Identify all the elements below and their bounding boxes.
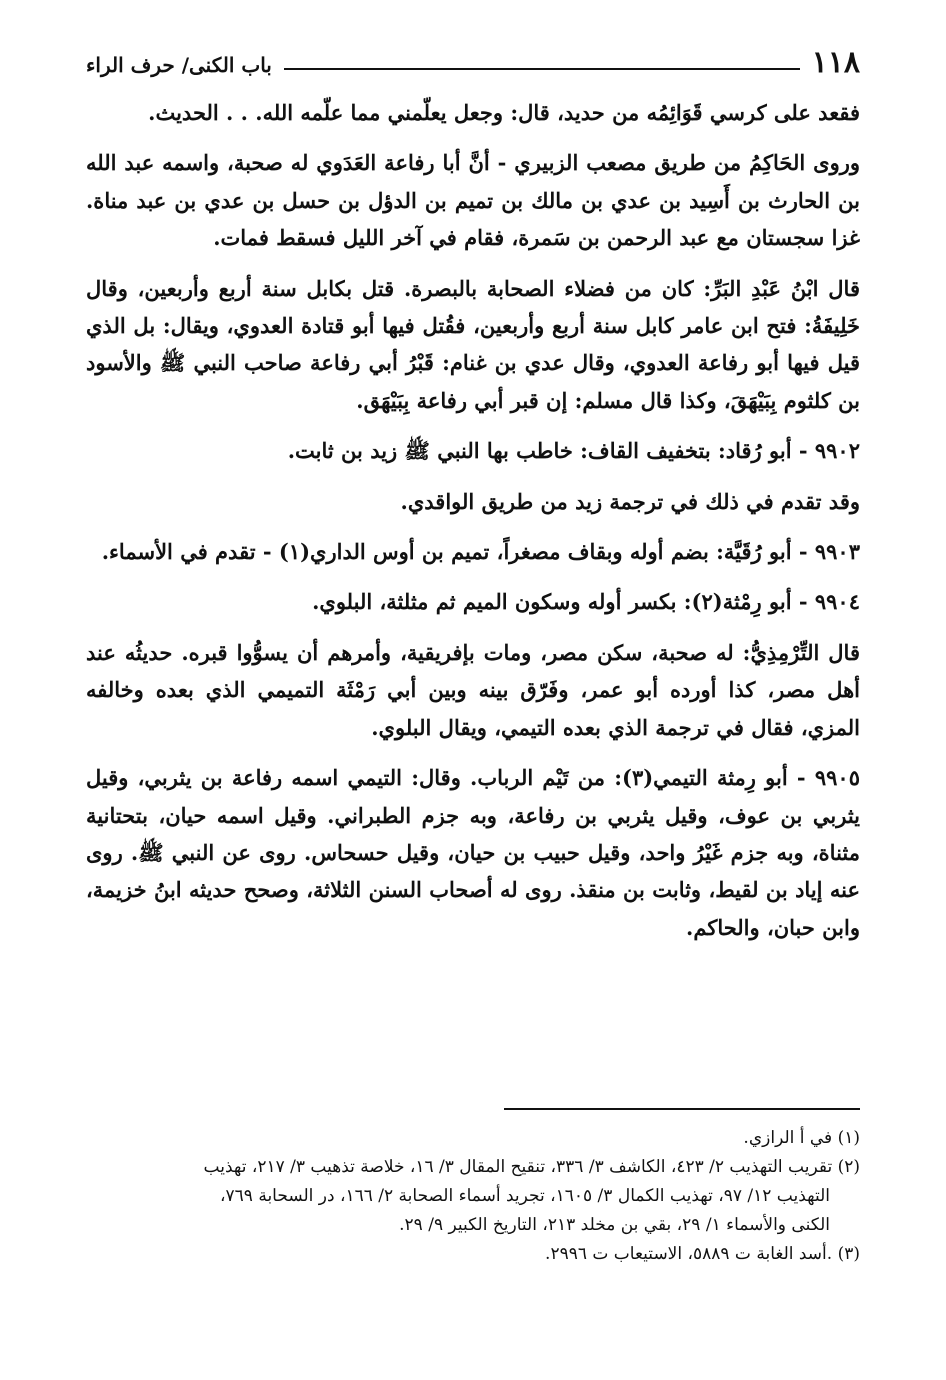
entry-heading: ٩٩٠٥ - أبو رِمثة التيمي(٣) — [622, 765, 860, 791]
page-number: ١١٨ — [811, 45, 860, 80]
footnote-rule — [504, 1108, 860, 1110]
entry-9905 — [86, 759, 860, 946]
entry-text: : من تَيْم الرباب. وقال: التيمي اسمه رفاعة بن يثربي، وقيل يثربي بن عوف، وقيل يثربي بن رفاعة، وبه جزم الطبراني. وقيل اسمه حيان، بتحتانية مثناة، وبه جزم غَيْرُ واحد، وقيل حبيب بن حيان، وقيل حسحاس. روى عن النبي ﷺ. روى عنه إياد بن لقيط، وثابت بن منقذ. روى له أصحاب السنن الثلاثة، وصحح حديثه ابنُ خزيمة، وابن حبان، والحاكم. — [86, 765, 860, 940]
entry-heading: ٩٩٠٤ - أبو رِمْثة(٢) — [691, 589, 860, 615]
entry-heading: ٩٩٠٢ - أبو رُقاد — [725, 438, 860, 464]
footnote-1: (١) في أ الرازي. — [743, 1128, 860, 1148]
footnote-2-cont: التهذيب ١٢/ ٩٧، تهذيب الكمال ٣/ ١٦٠٥، تجريد أسماء الصحابة ٢/ ١٦٦، در السحابة ٧٦٩، — [220, 1186, 830, 1206]
running-header — [86, 40, 860, 80]
paragraph-tirmidhi: قال التِّرْمِذِيُّ: له صحبة، سكن مصر، ومات بإفريقية، وأمرهم أن يسوُّوا قبره. حديثُه عند أهل مصر، كذا أورده أبو عمر، وفَرّق بينه وبين أبي رَمْثَة التميمي الذي بعده وخالفه المزي، فقال في ترجمة الذي بعده التيمي، ويقال البلوي. — [86, 639, 860, 740]
entry-heading: ٩٩٠٣ - أبو رُقَيَّة — [723, 539, 860, 565]
header-rule — [284, 68, 800, 70]
footnotes — [86, 1124, 860, 1269]
entry-text: : بضم أوله وبقاف مصغراً، تميم بن أوس الداري(١) - تقدم في الأسماء. — [101, 539, 724, 565]
footnote-2: (٢) تقريب التهذيب ٢/ ٤٢٣، الكاشف ٣/ ٣٣٦، تنقيح المقال ٣/ ١٦، خلاصة تذهيب ٣/ ٢١٧، تهذيب — [203, 1157, 860, 1177]
paragraph-continuation: فقعد على كرسي قَوَائِمُه من حديد، قال: وجعل يعلّمني مما علّمه الله. . . الحديث. — [148, 100, 860, 125]
footnote-3: (٣) .أسد الغابة ت ٥٨٨٩، الاستيعاب ت ٢٩٩٦. — [545, 1244, 860, 1264]
entry-text: : بتخفيف القاف: خاطب بها النبي ﷺ زيد بن ثابت. — [287, 438, 726, 464]
paragraph-ibn-abd-al-barr: قال ابْنُ عَبْدِ البَرِّ: كان من فضلاء الصحابة بالبصرة. قتل بكابل سنة أربع وأربعين، وقال خَلِيفَةُ: فتح ابن عامر كابل سنة أربع وأربعين، فقُتل فيها أبو قتادة العدوي، ويقال: بل الذي قيل فيها أبو رفاعة العدوي، وقال عدي بن غنام: قَبْرُ أبي رفاعة صاحب النبي ﷺ والأسود بن كلثوم بِبَيْهَقَ، وكذا قال مسلم: إن قبر أبي رفاعة بِبَيْهَق. — [86, 275, 860, 413]
main-text — [86, 94, 860, 959]
paragraph-waqidi: وقد تقدم في ذلك في ترجمة زيد من طريق الواقدي. — [400, 488, 860, 514]
footnote-2-cont: الكنى والأسماء ١/ ٢٩، بقي بن مخلد ٢١٣، التاريخ الكبير ٩/ ٢٩. — [399, 1215, 830, 1235]
entry-9902 — [86, 432, 860, 469]
entry-9904 — [86, 583, 860, 620]
paragraph-hakim: وروى الحَاكِمُ من طريق مصعب الزبيري - أنَّ أبا رفاعة العَدَوي له صحبة، واسمه عبد الله بن الحارث بن أَسِيد بن عدي بن مالك بن تميم بن الدؤل بن حسل بن عدي بن عبد مناة. غزا سجستان مع عبد الرحمن بن سَمرة، فقام في آخر الليل فسقط فمات. — [86, 150, 860, 251]
header-title: باب الكنى/ حرف الراء — [86, 53, 272, 77]
entry-text: : بكسر أوله وسكون الميم ثم مثلثة، البلوي. — [312, 589, 692, 615]
entry-9903 — [86, 533, 860, 570]
